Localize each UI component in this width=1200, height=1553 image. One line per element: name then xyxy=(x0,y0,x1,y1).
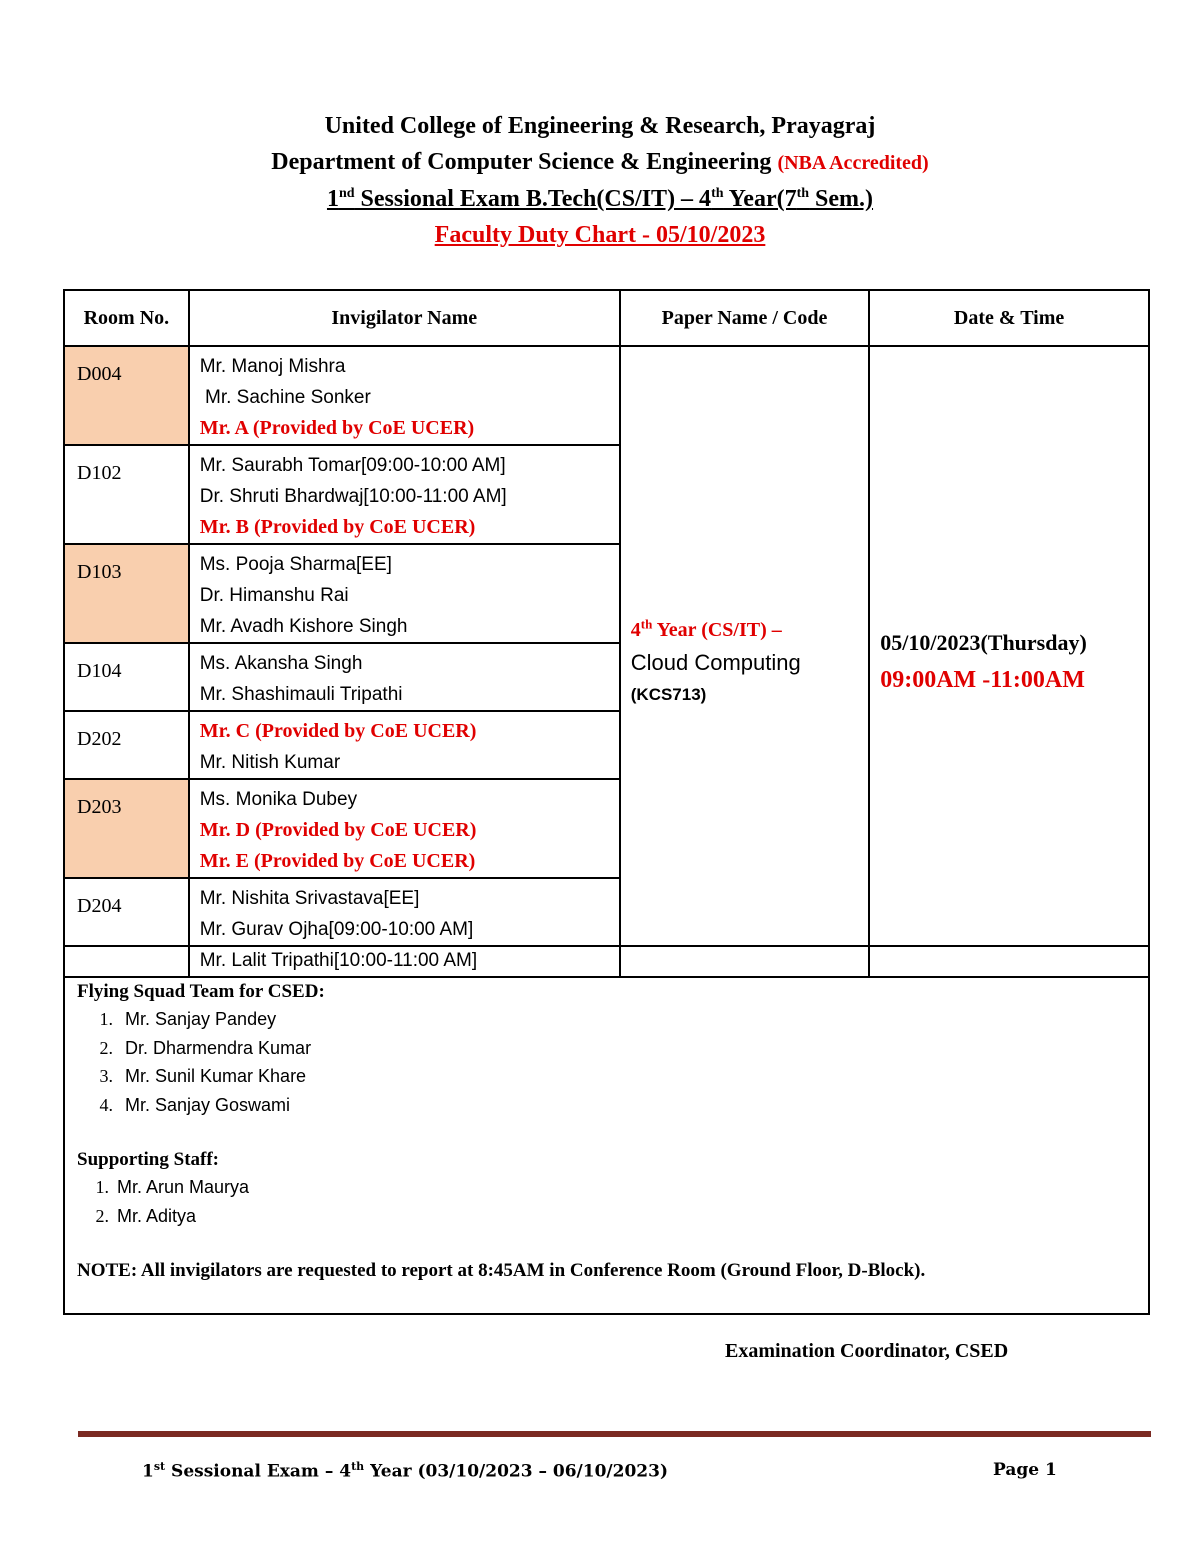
invigilator-cell xyxy=(189,779,620,878)
invigilator-name: Mr. Gurav Ojha[09:00-10:00 AM] xyxy=(199,919,474,940)
paper-year xyxy=(631,614,868,646)
room-cell: D102 xyxy=(64,445,189,544)
list-item xyxy=(77,1091,925,1120)
invigilator-cell xyxy=(189,544,620,643)
footer-divider xyxy=(78,1431,1151,1437)
invigilator-name-coe: Mr. E (Provided by CoE UCER) xyxy=(199,850,476,872)
invigilator-name: Mr. Sachine Sonker xyxy=(199,387,371,408)
invigilator-name: Ms. Akansha Singh xyxy=(199,653,363,674)
list-number: 2. xyxy=(99,1037,113,1058)
exam-title-mid2: Year(7 xyxy=(723,186,797,212)
exam-year-sup: th xyxy=(711,186,724,201)
exam-date: 05/10/2023(Thursday) xyxy=(880,629,1087,655)
footer-sup2: th xyxy=(351,1460,365,1473)
header-room: Room No. xyxy=(64,290,189,346)
room-cell: D202 xyxy=(64,711,189,779)
exam-title-end: Sem.) xyxy=(809,186,874,212)
datetime-cell xyxy=(869,346,1149,977)
department-name: Department of Computer Science & Engineering xyxy=(271,149,772,175)
invigilator-name: Mr. Nishita Srivastava[EE] xyxy=(199,888,420,909)
paper-code: (KCS713) xyxy=(630,684,707,704)
list-number: 3. xyxy=(99,1066,113,1086)
member-name: Mr. Sunil Kumar Khare xyxy=(125,1066,307,1086)
member-name: Dr. Dharmendra Kumar xyxy=(125,1037,312,1058)
invigilator-cell xyxy=(189,711,620,779)
invigilator-cell xyxy=(189,445,620,544)
table-row xyxy=(64,346,1149,445)
invigilator-name: Mr. Manoj Mishra xyxy=(199,356,346,377)
room-cell: D204 xyxy=(64,878,189,977)
header-paper: Paper Name / Code xyxy=(620,290,869,346)
info-content xyxy=(77,979,925,1282)
exam-ordinal-sup: nd xyxy=(338,186,355,201)
list-item xyxy=(77,1173,925,1202)
invigilator-name: Ms. Pooja Sharma[EE] xyxy=(199,554,392,575)
footer-mid: Sessional Exam – 4 xyxy=(165,1461,352,1482)
exam-sem-sup: th xyxy=(796,186,810,201)
member-name: Mr. Aditya xyxy=(117,1205,197,1226)
paper-year-num: 4 xyxy=(630,618,641,641)
flying-squad-list xyxy=(77,1005,925,1119)
exam-time: 09:00AM -11:00AM xyxy=(880,666,1085,693)
footer-num: 1 xyxy=(142,1461,154,1482)
table-header-row xyxy=(64,290,1149,346)
department-line xyxy=(0,144,1200,181)
paper-year-sup: th xyxy=(640,615,653,631)
info-box xyxy=(63,945,1150,1315)
list-item xyxy=(77,1005,925,1034)
room-cell: D004 xyxy=(64,346,189,445)
invigilator-name: Mr. Avadh Kishore Singh xyxy=(199,616,408,637)
room-cell: D103 xyxy=(64,544,189,643)
invigilator-name: Mr. Saurabh Tomar[09:00-10:00 AM] xyxy=(199,455,506,476)
paper-subject: Cloud Computing xyxy=(630,649,801,675)
list-number: 2. xyxy=(95,1205,109,1226)
footer-sup: st xyxy=(153,1460,166,1473)
exam-title-mid: Sessional Exam B.Tech(CS/IT) – 4 xyxy=(354,186,712,212)
signature-coordinator: Examination Coordinator, CSED xyxy=(725,1340,1009,1362)
duty-table xyxy=(63,289,1150,978)
invigilator-name-coe: Mr. B (Provided by CoE UCER) xyxy=(199,516,476,538)
college-name: United College of Engineering & Research, Prayagraj xyxy=(324,113,876,139)
invigilator-name: Mr. Shashimauli Tripathi xyxy=(199,684,403,705)
flying-squad-title: Flying Squad Team for CSED: xyxy=(77,981,325,1002)
invigilator-cell xyxy=(189,643,620,711)
header-invigilator: Invigilator Name xyxy=(189,290,620,346)
invigilator-name: Ms. Monika Dubey xyxy=(199,789,358,810)
paper-year-rest: Year (CS/IT) – xyxy=(652,618,782,641)
list-item xyxy=(77,1062,925,1091)
exam-ordinal: 1 xyxy=(326,186,339,212)
invigilator-name-coe: Mr. D (Provided by CoE UCER) xyxy=(199,819,477,841)
exam-title xyxy=(0,181,1200,217)
invigilator-name: Mr. Nitish Kumar xyxy=(199,752,341,773)
document-header xyxy=(0,108,1200,253)
paper-cell xyxy=(620,346,869,977)
accreditation-badge: (NBA Accredited) xyxy=(777,152,929,174)
invigilator-name: Dr. Himanshu Rai xyxy=(199,585,349,606)
invigilator-name: Dr. Shruti Bhardwaj[10:00-11:00 AM] xyxy=(199,486,507,507)
member-name: Mr. Sanjay Pandey xyxy=(125,1009,277,1029)
footer-end: Year (03/10/2023 – 06/10/2023) xyxy=(364,1461,668,1482)
list-item xyxy=(77,1202,925,1231)
header-datetime: Date & Time xyxy=(869,290,1149,346)
list-number: 4. xyxy=(99,1094,113,1115)
chart-title: Faculty Duty Chart - 05/10/2023 xyxy=(434,222,766,248)
supporting-staff-list xyxy=(77,1173,925,1230)
list-number: 1. xyxy=(95,1177,109,1197)
invigilator-name-coe: Mr. C (Provided by CoE UCER) xyxy=(199,720,477,742)
list-item xyxy=(77,1034,925,1063)
invigilator-cell xyxy=(189,346,620,445)
list-number: 1. xyxy=(99,1009,113,1029)
member-name: Mr. Arun Maurya xyxy=(117,1177,250,1197)
room-cell: D104 xyxy=(64,643,189,711)
page-number: Page 1 xyxy=(993,1460,1057,1480)
note-text: NOTE: All invigilators are requested to report at 8:45AM in Conference Room (Ground Floor, D-Block). xyxy=(77,1260,926,1281)
invigilator-name: Mr. Lalit Tripathi[10:00-11:00 AM] xyxy=(199,950,478,971)
invigilator-name-coe: Mr. A (Provided by CoE UCER) xyxy=(199,417,475,439)
member-name: Mr. Sanjay Goswami xyxy=(125,1094,291,1115)
supporting-staff-title: Supporting Staff: xyxy=(77,1149,219,1170)
room-cell: D203 xyxy=(64,779,189,878)
footer-exam-info xyxy=(142,1460,668,1482)
